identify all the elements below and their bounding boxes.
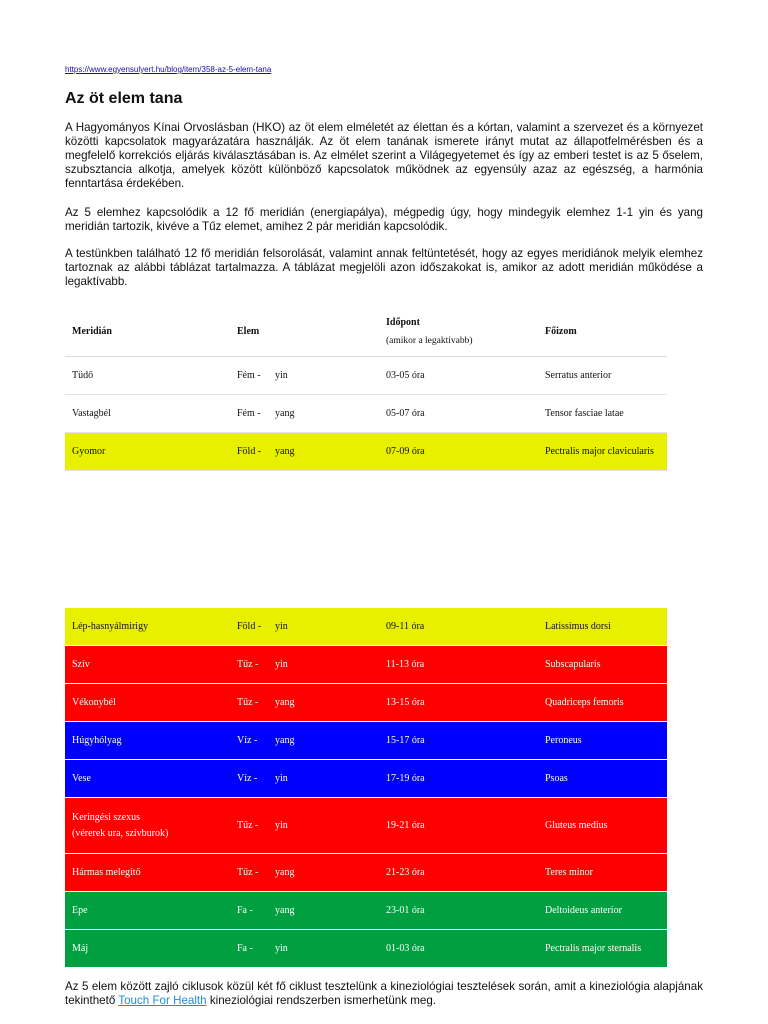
intro-paragraph: A Hagyományos Kínai Orvoslásban (HKO) az öt elem elméletét az élettan és a kórtan, valamint a szervezet és a környezet közötti kapcsolatok magyarázatára használják. Az öt elem tanának ismerete irányt mutat az állapotfelmérésben és a megfelelő korrekciós eljárás kiválasztásában is. Az elmélet szerint a Világegyetemet és így az emberi testet is az 5 őselem, szubsztancia alkotja, amelyek között különböző kapcsolatok működnek az egyensúly azaz az egészség, a harmónia fenntartása érdekében. <box>65 121 703 190</box>
cell-time: 11-13 óra <box>379 646 538 684</box>
touch-for-health-link[interactable]: Touch For Health <box>118 994 207 1007</box>
closing-text-end: kineziológiai rendszerben ismerhetünk meg. <box>206 994 437 1007</box>
element-name: Tűz - <box>237 659 259 670</box>
meridian-name: Vékonybél <box>72 697 116 708</box>
table-row <box>65 357 667 395</box>
cell-meridian <box>65 646 230 684</box>
table-row <box>65 798 667 854</box>
cell-element <box>230 798 379 854</box>
cell-muscle: Pectralis major clavicularis <box>538 433 667 471</box>
element-name: Víz - <box>237 735 258 746</box>
table-row <box>65 684 667 722</box>
meridian-subtitle: (vérerek ura, szívburok) <box>72 827 169 839</box>
element-name: Tűz - <box>237 819 259 831</box>
source-link[interactable]: https://www.egyensulyert.hu/blog/item/358-az-5-elem-tana <box>65 65 272 74</box>
cell-element <box>230 930 379 968</box>
cell-muscle: Peroneus <box>538 722 667 760</box>
element-name: Föld - <box>237 446 262 457</box>
header-elem: Elem <box>230 306 379 357</box>
cell-time: 05-07 óra <box>379 395 538 433</box>
meridian-name: Hármas melegítő <box>72 867 141 878</box>
cell-muscle: Subscapularis <box>538 646 667 684</box>
element-polarity: yang <box>275 735 295 746</box>
header-idopont-sub: (amikor a legaktívabb) <box>386 335 473 346</box>
element-name: Tűz - <box>237 867 259 878</box>
element-name: Fa - <box>237 943 253 954</box>
element-polarity: yang <box>275 408 295 419</box>
cell-muscle: Gluteus medius <box>538 798 667 854</box>
cell-meridian <box>65 930 230 968</box>
element-polarity: yang <box>275 446 295 457</box>
cell-time: 21-23 óra <box>379 854 538 892</box>
cell-muscle: Deltoideus anterior <box>538 892 667 930</box>
cell-meridian <box>65 760 230 798</box>
element-name: Víz - <box>237 773 258 784</box>
table-row <box>65 854 667 892</box>
cell-time: 19-21 óra <box>379 798 538 854</box>
header-meridian: Meridián <box>65 306 230 357</box>
meridian-name: Keringési szexus <box>72 811 141 823</box>
cell-element <box>230 608 379 646</box>
cell-element <box>230 760 379 798</box>
meridian-name: Máj <box>72 943 89 954</box>
cell-meridian <box>65 684 230 722</box>
cell-element <box>230 646 379 684</box>
cell-muscle: Pectralis major sternalis <box>538 930 667 968</box>
cell-time: 23-01 óra <box>379 892 538 930</box>
cell-muscle: Psoas <box>538 760 667 798</box>
cell-element <box>230 722 379 760</box>
cell-meridian <box>65 798 230 854</box>
element-polarity: yin <box>275 943 288 954</box>
cell-muscle: Serratus anterior <box>538 357 667 395</box>
meridian-name: Gyomor <box>72 446 106 457</box>
cell-time: 17-19 óra <box>379 760 538 798</box>
cell-element <box>230 684 379 722</box>
table-row <box>65 433 667 471</box>
element-name: Fém - <box>237 408 261 419</box>
element-name: Tűz - <box>237 697 259 708</box>
meridian-paragraph: Az 5 elemhez kapcsolódik a 12 fő meridián (energiapálya), mégpedig úgy, hogy mindegyik elemhez 1-1 yin és yang meridián tartozik, kivéve a Tűz elemet, amihez 2 pár meridián kapcsolódik. <box>65 206 703 233</box>
element-name: Föld - <box>237 621 262 632</box>
cell-time: 03-05 óra <box>379 357 538 395</box>
table-header-row <box>65 306 667 357</box>
element-name: Fém - <box>237 370 261 381</box>
element-polarity: yang <box>275 697 295 708</box>
meridian-name: Vese <box>72 773 91 784</box>
meridian-table-part1 <box>65 306 667 471</box>
cell-time: 09-11 óra <box>379 608 538 646</box>
meridian-table-part2 <box>65 608 667 968</box>
element-polarity: yin <box>275 819 288 831</box>
table-row <box>65 646 667 684</box>
table-row <box>65 760 667 798</box>
cell-time: 01-03 óra <box>379 930 538 968</box>
cell-time: 13-15 óra <box>379 684 538 722</box>
cell-time: 07-09 óra <box>379 433 538 471</box>
element-name: Fa - <box>237 905 253 916</box>
cell-meridian <box>65 395 230 433</box>
cell-muscle: Quadriceps femoris <box>538 684 667 722</box>
cell-time: 15-17 óra <box>379 722 538 760</box>
element-polarity: yin <box>275 659 288 670</box>
cell-element <box>230 433 379 471</box>
cell-meridian <box>65 854 230 892</box>
element-polarity: yang <box>275 905 295 916</box>
cell-element <box>230 892 379 930</box>
cell-meridian <box>65 892 230 930</box>
meridian-name: Lép-hasnyálmirigy <box>72 621 149 632</box>
meridian-name: Epe <box>72 905 88 916</box>
cell-meridian <box>65 608 230 646</box>
meridian-name: Vastagbél <box>72 408 111 419</box>
closing-text-start: Az 5 elem között zajló ciklusok közül két fő ciklust tesztelünk a kineziológiai tesztelések során, amit a kineziológia alapjának tekinthető <box>65 980 703 1007</box>
cell-element <box>230 357 379 395</box>
table-row <box>65 395 667 433</box>
element-polarity: yin <box>275 621 288 632</box>
cell-meridian <box>65 722 230 760</box>
closing-paragraph <box>65 980 703 1008</box>
element-polarity: yin <box>275 773 288 784</box>
table-row <box>65 930 667 968</box>
table-row <box>65 722 667 760</box>
cell-element <box>230 854 379 892</box>
meridian-name: Tüdő <box>72 370 94 381</box>
page-title: Az öt elem tana <box>65 90 183 107</box>
meridian-name: Szív <box>72 659 90 670</box>
header-foizom: Főizom <box>538 306 667 357</box>
cell-element <box>230 395 379 433</box>
cell-muscle: Latissimus dorsi <box>538 608 667 646</box>
cell-meridian <box>65 433 230 471</box>
table-row <box>65 608 667 646</box>
header-idopont <box>379 306 538 357</box>
cell-meridian <box>65 357 230 395</box>
cell-muscle: Tensor fasciae latae <box>538 395 667 433</box>
table-intro-paragraph: A testünkben található 12 fő meridián felsorolását, valamint annak feltüntetését, hogy az egyes meridiánok melyik elemhez tartoznak az alábbi táblázat tartalmazza. A táblázat megjelöli azon időszakokat is, amikor az adott meridián működése a legaktívabb. <box>65 247 703 288</box>
element-polarity: yang <box>275 867 295 878</box>
table-row <box>65 892 667 930</box>
cell-muscle: Teres minor <box>538 854 667 892</box>
element-polarity: yin <box>275 370 288 381</box>
meridian-name: Húgyhólyag <box>72 735 122 746</box>
header-idopont-label: Időpont <box>386 316 420 328</box>
